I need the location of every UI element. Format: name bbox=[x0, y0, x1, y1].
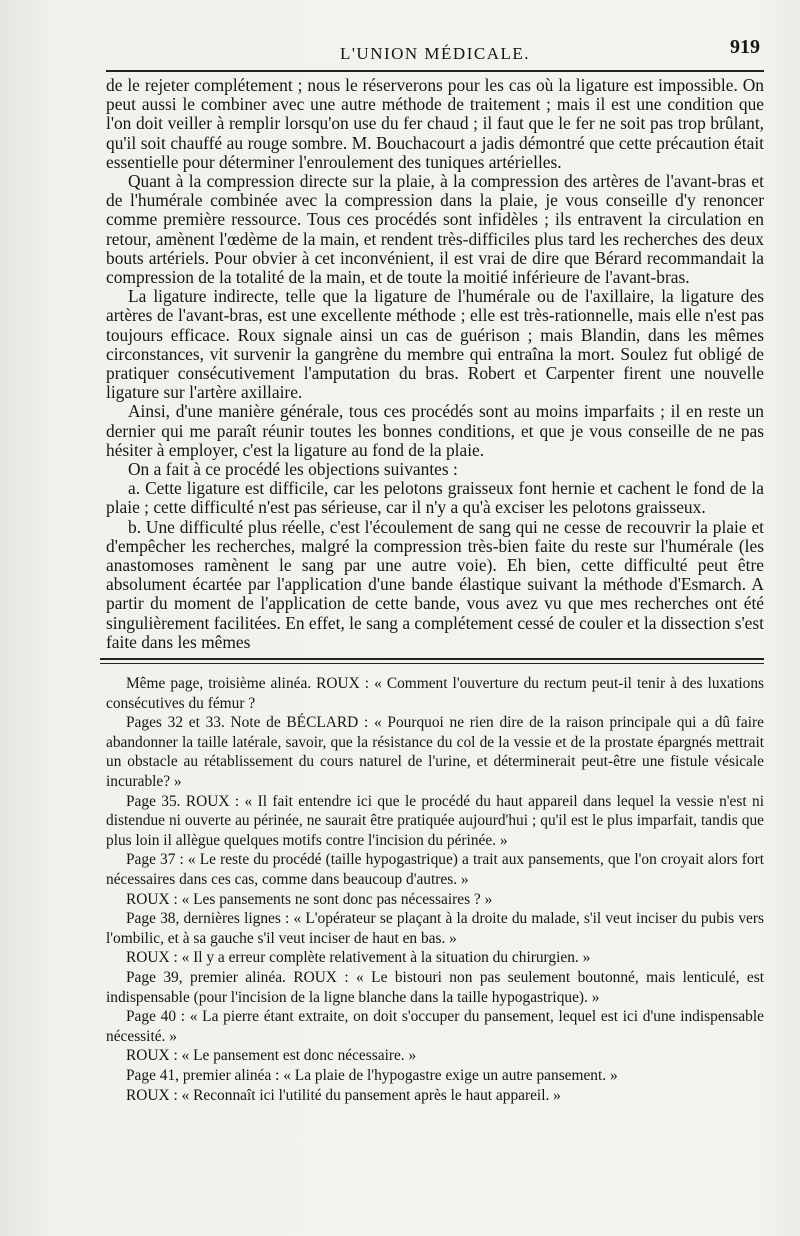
note-paragraph: Page 37 : « Le reste du procédé (taille hypogastrique) a trait aux pansements, que l'on croyait alors fort nécessaires dans ces cas, comme dans beaucoup d'autres. » bbox=[106, 851, 764, 889]
body-paragraph: b. Une difficulté plus réelle, c'est l'écoulement de sang qui ne cesse de recouvrir la plaie et d'empêcher les recherches, malgré la compression très-bien faite du reste sur l'humérale (les anastomoses ramènent le sang par une autre voie). Eh bien, cette difficulté peut être absolument écartée par l'application d'une bande élastique suivant la méthode d'Esmarch. A partir du moment de l'application de cette bande, vous avez vu que mes recherches ont été singulièrement facilitées. En effet, le sang a complétement cessé de couler et la dissection s'est faite dans les mêmes bbox=[106, 516, 764, 652]
note-paragraph: ROUX : « Reconnaît ici l'utilité du pansement après le haut appareil. » bbox=[126, 1086, 561, 1104]
note-paragraph: ROUX : « Les pansements ne sont donc pas nécessaires ? » bbox=[126, 890, 493, 908]
note-paragraph: ROUX : « Le pansement est donc nécessaire. » bbox=[126, 1047, 417, 1065]
note-paragraph: ROUX : « Il y a erreur complète relativement à la situation du chirurgien. » bbox=[126, 949, 591, 967]
note-paragraph: Même page, troisième alinéa. ROUX : « Comment l'ouverture du rectum peut-il tenir à des luxations consécutives du fémur ? bbox=[106, 675, 764, 712]
page-number: 919 bbox=[730, 36, 760, 58]
main-text bbox=[106, 76, 764, 652]
section-divider bbox=[100, 658, 764, 664]
body-paragraph: de le rejeter complétement ; nous le réserverons pour les cas où la ligature est impossible. On peut aussi le combiner avec une autre méthode de traitement ; mais il est une condition que l'on doit veiller à remplir lorsqu'on use du fer chaud ; il faut que le fer ne soit pas trop brûlant, qu'il soit chauffé au rouge sombre. M. Bouchacourt a jadis démontré que cette précaution était essentielle pour déterminer l'enroulement des tuniques artérielles. bbox=[106, 75, 764, 172]
page-header bbox=[106, 34, 764, 70]
body-paragraph: Quant à la compression directe sur la plaie, à la compression des artères de l'avant-bras et de l'humérale combinée avec la compression dans la plaie, je vous conseille d'y renoncer comme première ressource. Tous ces procédés sont infidèles ; ils entravent la circulation en retour, amènent l'œdème de la main, et rendent très-difficiles plus tard les recherches des deux bouts artériels. Pour obvier à cet inconvénient, il est vrai de dire que Bérard recommandait la compression de la totalité de la main, et de toute la moitié inférieure de l'avant-bras. bbox=[106, 171, 764, 288]
header-rule bbox=[106, 70, 764, 72]
note-paragraph: Page 40 : « La pierre étant extraite, on doit s'occuper du pansement, lequel est ici d'une indispensable nécessité. » bbox=[106, 1008, 764, 1045]
body-paragraph: La ligature indirecte, telle que la ligature de l'humérale ou de l'axillaire, la ligature des artères de l'avant-bras, est une excellente méthode ; elle est très-rationnelle, mais elle n'est pas toujours efficace. Roux signale ainsi un cas de guérison ; mais Blandin, dans les mêmes circonstances, vit survenir la gangrène du membre qui entraîna la mort. Soulez fut obligé de pratiquer consécutivement l'amputation du bras. Robert et Carpenter firent une nouvelle ligature sur l'artère axillaire. bbox=[106, 286, 764, 403]
note-paragraph: Page 39, premier alinéa. ROUX : « Le bistouri non pas seulement boutonné, mais lenticulé, est indispensable (pour l'incision de la ligne blanche dans la taille hypogastrique). » bbox=[106, 969, 764, 1006]
body-paragraph: On a fait à ce procédé les objections suivantes : bbox=[128, 459, 458, 480]
body-paragraph: a. Cette ligature est difficile, car les pelotons graisseux font hernie et cachent le fond de la plaie ; cette difficulté n'est pas sérieuse, car il n'y a qu'à exciser les pelotons graisseux. bbox=[106, 478, 764, 518]
note-paragraph: Page 35. ROUX : « Il fait entendre ici que le procédé du haut appareil dans lequel la vessie n'est ni distendue ni ouverte au périnée, ne saurait être pratiquée aujourd'hui ; qu'il est le plus imparfait, tandis que plus loin il allègue quelques motifs contre l'incision du périnée. » bbox=[106, 792, 764, 849]
note-paragraph: Page 38, dernières lignes : « L'opérateur se plaçant à la droite du malade, s'il veut inciser du pubis vers l'ombilic, et à sa gauche s'il veut inciser de haut en bas. » bbox=[106, 910, 764, 947]
note-paragraph: Page 41, premier alinéa : « La plaie de l'hypogastre exige un autre pansement. » bbox=[126, 1066, 618, 1084]
body-paragraph: Ainsi, d'une manière générale, tous ces procédés sont au moins imparfaits ; il en reste un dernier qui me paraît réunir toutes les bonnes conditions, et que je vous conseille de ne pas hésiter à employer, c'est la ligature au fond de la plaie. bbox=[106, 401, 764, 460]
note-paragraph: Pages 32 et 33. Note de BÉCLARD : « Pourquoi ne rien dire de la raison principale qui a dû faire abandonner la taille latérale, savoir, que la résistance du col de la vessie et de la prostate épargnés mettrait un obstacle au rétablissement du cours naturel de l'urine, et déterminerait peut-être une fistule vésicale incurable? » bbox=[106, 714, 764, 791]
running-title: L'UNION MÉDICALE. bbox=[339, 44, 531, 63]
footnotes bbox=[106, 674, 764, 1105]
